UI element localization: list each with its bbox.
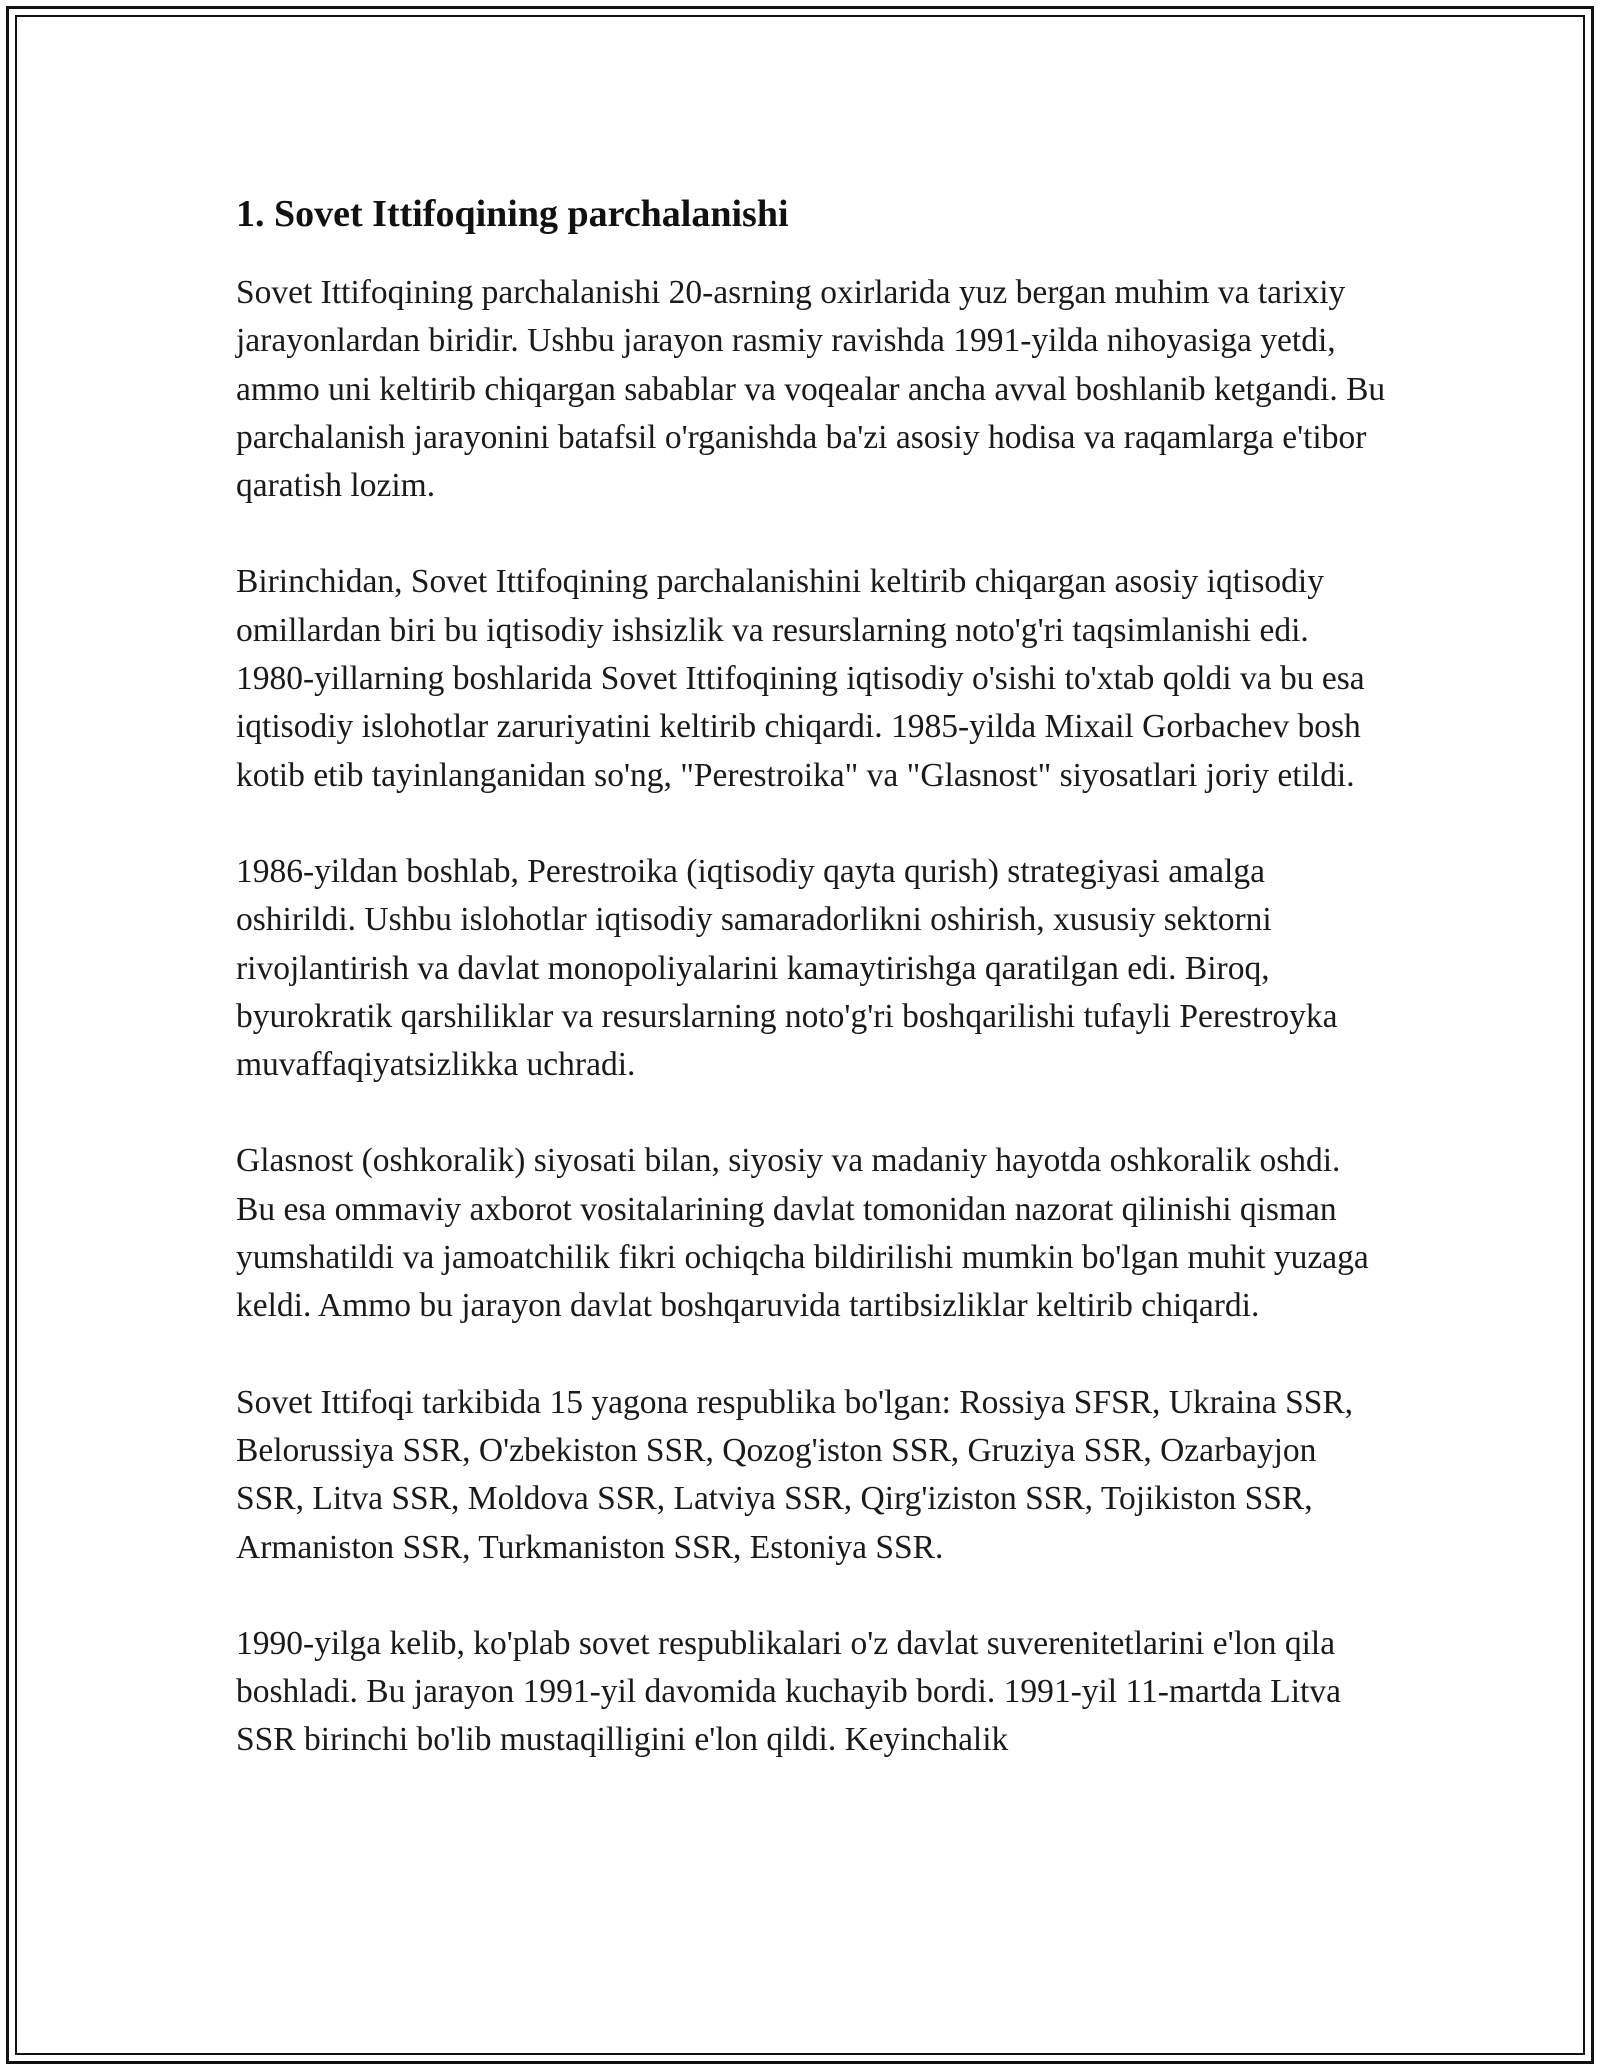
paragraph-economic-causes: Birinchidan, Sovet Ittifoqining parchalanishini keltirib chiqargan asosiy iqtisodiy omillardan biri bu iqtisodiy ishsizlik va resurslarning noto'g'ri taqsimlanishi edi. 1980-yillarning boshlarida Sovet Ittifoqining iqtisodiy o'sishi to'xtab qoldi va bu esa iqtisodiy islohotlar zaruriyatini keltirib chiqardi. 1985-yilda Mixail Gorbachev bosh kotib etib tayinlanganidan so'ng, "Perestroika" va "Glasnost" siyosatlari joriy etildi.: [236, 563, 1365, 794]
paragraph-republics: Sovet Ittifoqi tarkibida 15 yagona respublika bo'lgan: Rossiya SFSR, Ukraina SSR, Belorussiya SSR, O'zbekiston SSR, Qozog'iston SSR, Gruziya SSR, Ozarbayjon SSR, Litva SSR, Moldova SSR, Latviya SSR, Qirg'iziston SSR, Tojikiston SSR, Armaniston SSR, Turkmaniston SSR, Estoniya SSR.: [236, 1383, 1354, 1566]
paragraph-sovereignty: 1990-yilga kelib, ko'plab sovet respublikalari o'z davlat suverenitetlarini e'lon qila boshladi. Bu jarayon 1991-yil davomida kuchayib bordi. 1991-yil 11-martda Litva SSR birinchi bo'lib mustaqilligini e'lon qildi. Keyinchalik: [236, 1624, 1341, 1759]
paragraph-intro: Sovet Ittifoqining parchalanishi 20-asrning oxirlarida yuz bergan muhim va tarixiy jarayonlardan biridir. Ushbu jarayon rasmiy ravishda 1991-yilda nihoyasiga yetdi, ammo uni keltirib chiqargan sabablar va voqealar ancha avval boshlanib ketgandi. Bu parchalanish jarayonini batafsil o'rganishda ba'zi asosiy hodisa va raqamlarga e'tibor qaratish lozim.: [236, 274, 1386, 505]
section-heading: 1. Sovet Ittifoqining parchalanishi: [236, 193, 789, 235]
paragraph-glasnost: Glasnost (oshkoralik) siyosati bilan, siyosiy va madaniy hayotda oshkoralik oshdi. Bu esa ommaviy axborot vositalarining davlat tomonidan nazorat qilinishi qisman yumshatildi va jamoatchilik fikri ochiqcha bildirilishi mumkin bo'lgan muhit yuzaga keldi. Ammo bu jarayon davlat boshqaruvida tartibsizliklar keltirib chiqardi.: [236, 1142, 1369, 1325]
document-body: [236, 186, 1386, 1765]
paragraph-perestroika: 1986-yildan boshlab, Perestroika (iqtisodiy qayta qurish) strategiyasi amalga oshirildi. Ushbu islohotlar iqtisodiy samaradorlikni oshirish, xususiy sektorni rivojlantirish va davlat monopoliyalarini kamaytirishga qaratilgan edi. Biroq, byurokratik qarshiliklar va resurslarning noto'g'ri boshqarilishi tufayli Perestroyka muvaffaqiyatsizlikka uchradi.: [236, 852, 1338, 1084]
